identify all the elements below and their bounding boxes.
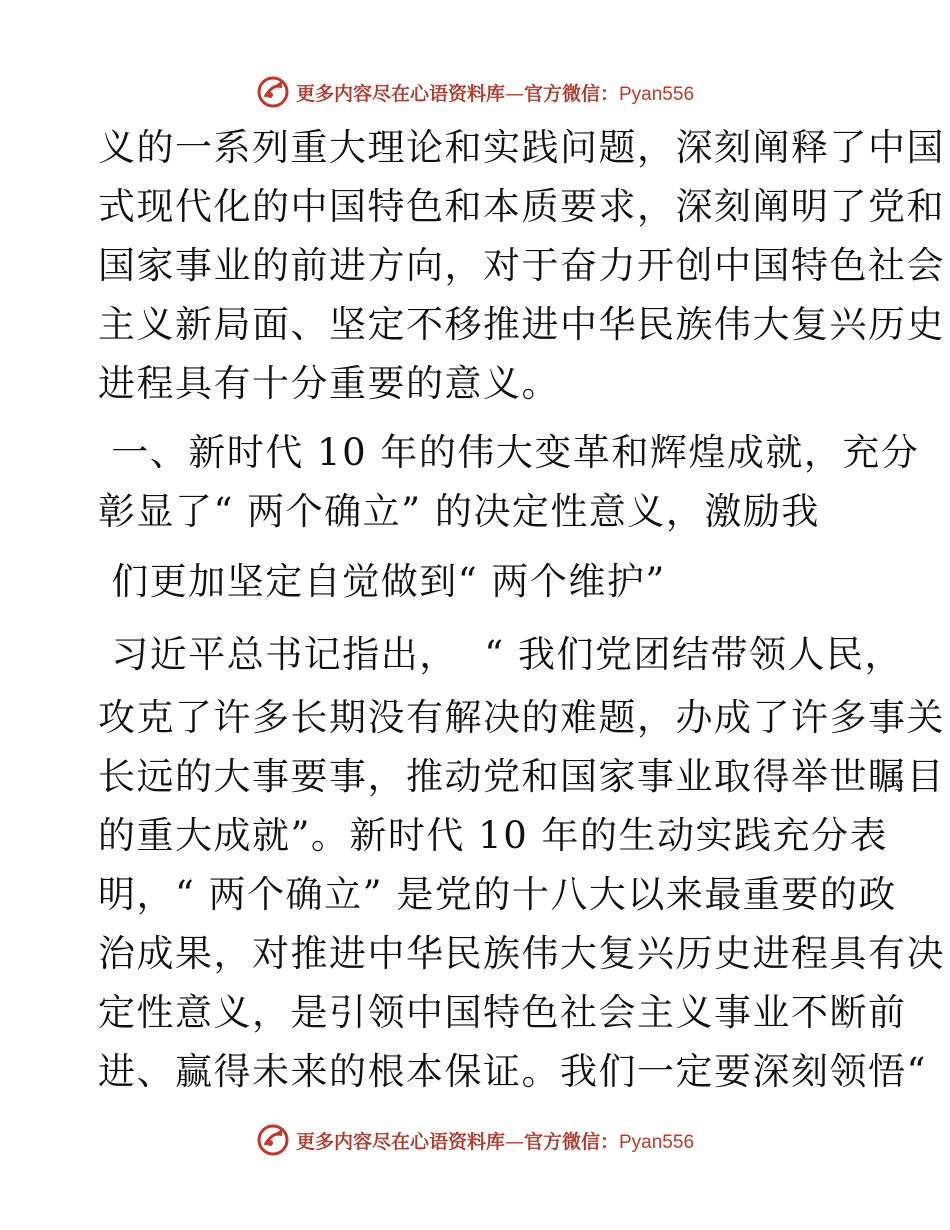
text-line: 治成果，对推进中华民族伟大复兴历史进程具有决 xyxy=(98,932,945,975)
text-line: 的重大成就”。新时代 10 年的生动实践充分表 xyxy=(98,814,889,857)
text-line: 主义新局面、坚定不移推进中华民族伟大复兴历史 xyxy=(98,303,945,346)
logo-icon xyxy=(256,75,290,109)
section-heading-line: 彰显了“ 两个确立” 的决定性意义，激励我 xyxy=(98,490,820,533)
text-line: 进程具有十分重要的意义。 xyxy=(98,362,560,405)
banner-text: 更多内容尽在心语资料库—官方微信：Pyan556 xyxy=(295,1130,695,1153)
text-line: 攻克了许多长期没有解决的难题，办成了许多事关 xyxy=(98,696,945,739)
text-line: 长远的大事要事，推动党和国家事业取得举世瞩目 xyxy=(98,755,945,798)
text-line: 式现代化的中国特色和本质要求，深刻阐明了党和 xyxy=(98,185,945,228)
text-line: 习近平总书记指出， “ 我们党团结带领人民， xyxy=(98,633,903,676)
text-line: 定性意义，是引领中国特色社会主义事业不断前 xyxy=(98,991,907,1034)
header-watermark-banner xyxy=(0,72,950,112)
text-line: 明，“ 两个确立” 是党的十八大以来最重要的政 xyxy=(98,873,897,916)
footer-watermark-banner xyxy=(0,1120,950,1160)
section-heading-line: 一、新时代 10 年的伟大变革和辉煌成就，充分 xyxy=(98,431,920,474)
section-heading-line: 们更加坚定自觉做到“ 两个维护” xyxy=(98,560,666,603)
text-line: 进、赢得未来的根本保证。我们一定要深刻领悟“ xyxy=(98,1050,927,1093)
text-line: 义的一系列重大理论和实践问题，深刻阐释了中国 xyxy=(98,126,945,169)
text-line: 国家事业的前进方向，对于奋力开创中国特色社会 xyxy=(98,244,945,287)
logo-icon xyxy=(256,1123,290,1157)
banner-text: 更多内容尽在心语资料库—官方微信：Pyan556 xyxy=(295,82,695,105)
